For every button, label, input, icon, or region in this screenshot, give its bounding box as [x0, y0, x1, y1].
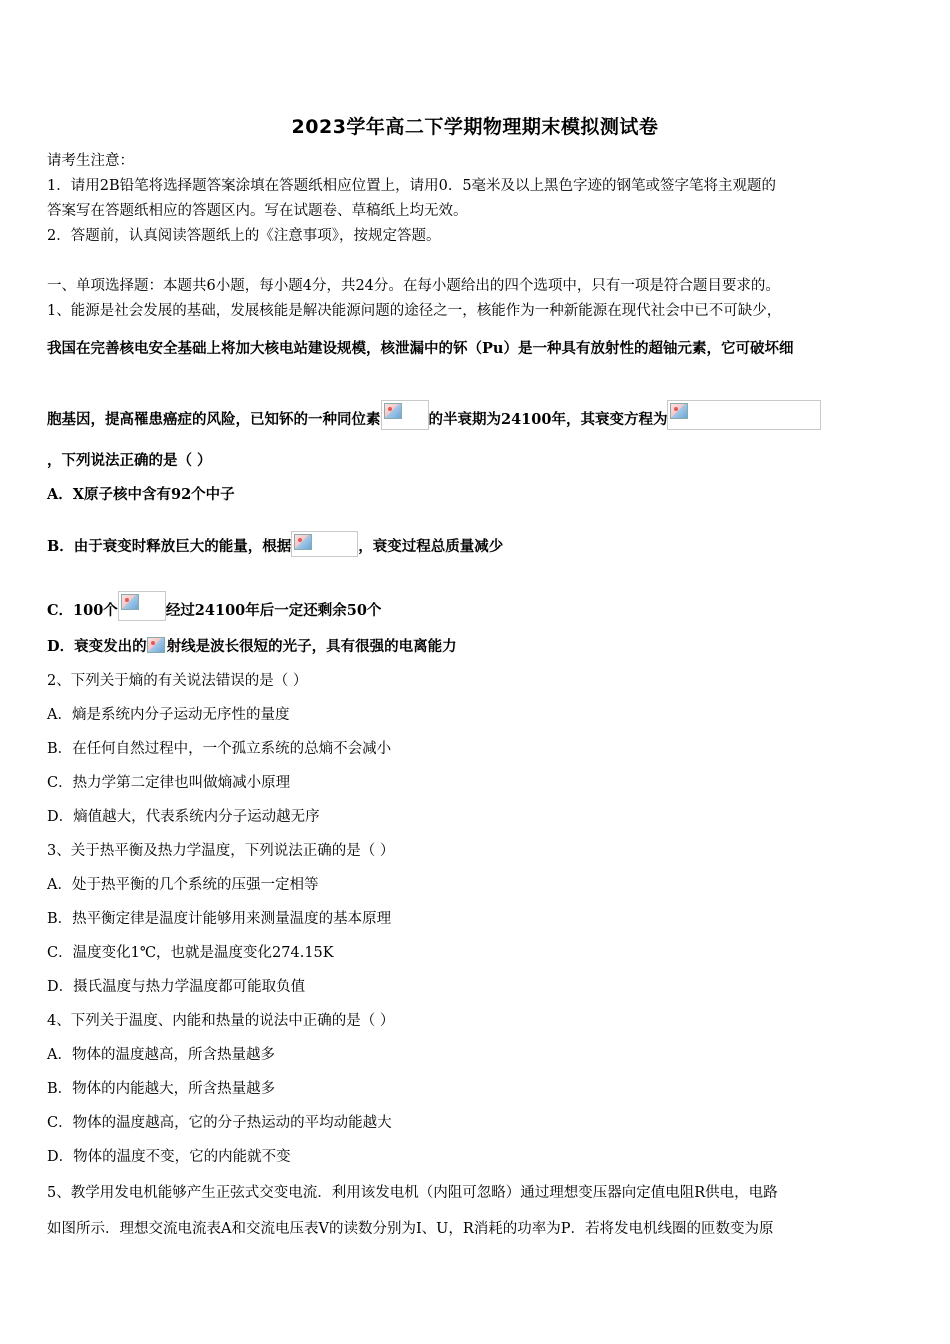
q4-option-c: C．物体的温度越高，它的分子热运动的平均动能越大 [47, 1115, 392, 1131]
q4-option-d: D．物体的温度不变，它的内能就不变 [47, 1149, 291, 1165]
q2-option-b: B．在任何自然过程中，一个孤立系统的总熵不会减小 [47, 741, 392, 757]
q3-option-b: B．热平衡定律是温度计能够用来测量温度的基本原理 [47, 911, 392, 927]
q1-option-c-text-b: 经过24100年后一定还剩余50个 [165, 602, 382, 619]
notice-item-2: 2．答题前，认真阅读答题纸上的《注意事项》，按规定答题。 [47, 228, 441, 244]
mass-energy-formula-image [291, 531, 358, 557]
broken-image-icon [294, 534, 312, 550]
notice-item-1a: 1．请用2B铅笔将选择题答案涂填在答题纸相应位置上，请用0．5毫米及以上黑色字迹的钢笔或签字笔将主观题的 [47, 178, 777, 194]
q1-option-d [47, 637, 910, 657]
q1-stem-text-a: 胞基因，提高罹患癌症的风险，已知钚的一种同位素 [47, 411, 381, 428]
q1-stem-line-4: ，下列说法正确的是（ ） [47, 452, 212, 469]
q5-stem-line-2: 如图所示．理想交流电流表A和交流电压表V的读数分别为I、U，R消耗的功率为P．若将发电机线圈的匝数变为原 [47, 1221, 774, 1237]
q3-option-d: D．摄氏温度与热力学温度都可能取负值 [47, 979, 306, 995]
q4-option-b: B．物体的内能越大，所含热量越多 [47, 1081, 276, 1097]
decay-equation-image [667, 400, 821, 430]
q1-option-d-text-a: D．衰变发出的 [47, 638, 147, 655]
q5-stem-line-1: 5、教学用发电机能够产生正弦式交变电流．利用该发电机（内阻可忽略）通过理想变压器向定值电阻R供电，电路 [47, 1185, 778, 1201]
q1-stem-line-3 [47, 400, 910, 430]
q2-option-c: C．热力学第二定律也叫做熵减小原理 [47, 775, 291, 791]
isotope-formula-image [381, 400, 429, 430]
q1-option-b [47, 531, 910, 557]
q1-option-c [47, 591, 910, 621]
q3-option-a: A．处于热平衡的几个系统的压强一定相等 [47, 877, 319, 893]
broken-image-icon [670, 403, 688, 419]
q4-stem: 4、下列关于温度、内能和热量的说法中正确的是（ ） [47, 1013, 395, 1029]
notice-heading: 请考生注意： [47, 153, 134, 169]
q2-option-a: A．熵是系统内分子运动无序性的量度 [47, 707, 290, 723]
section-heading: 一、单项选择题：本题共6小题，每小题4分，共24分。在每小题给出的四个选项中，只有一项是符合题目要求的。 [47, 278, 780, 294]
q2-stem: 2、下列关于熵的有关说法错误的是（ ） [47, 673, 308, 689]
q2-option-d: D．熵值越大，代表系统内分子运动越无序 [47, 809, 320, 825]
broken-image-icon [147, 637, 165, 653]
q4-option-a: A．物体的温度越高，所含热量越多 [47, 1047, 275, 1063]
gamma-symbol-image [147, 637, 167, 657]
q1-option-c-text-a: C．100个 [47, 602, 118, 619]
q1-stem-line-2: 我国在完善核电安全基础上将加大核电站建设规模，核泄漏中的钚（Pu）是一种具有放射性的超铀元素，它可破坏细 [47, 340, 794, 357]
notice-item-1b: 答案写在答题纸相应的答题区内。写在试题卷、草稿纸上均无效。 [47, 203, 468, 219]
q1-option-a: A．X原子核中含有92个中子 [47, 486, 235, 503]
page-title: 2023学年高二下学期物理期末模拟测试卷 [291, 116, 659, 138]
q1-stem-line-1: 1、能源是社会发展的基础，发展核能是解决能源问题的途径之一，核能作为一种新能源在现代社会中已不可缺少， [47, 303, 782, 319]
isotope-symbol-image [118, 591, 166, 621]
q1-option-d-text-b: 射线是波长很短的光子，具有很强的电离能力 [166, 638, 457, 655]
q1-stem-text-b: 的半衰期为24100年，其衰变方程为 [428, 411, 668, 428]
broken-image-icon [384, 403, 402, 419]
q1-option-b-text-b: ，衰变过程总质量减少 [358, 538, 504, 555]
q3-option-c: C．温度变化1℃，也就是温度变化274.15K [47, 945, 334, 961]
broken-image-icon [121, 594, 139, 610]
q3-stem: 3、关于热平衡及热力学温度，下列说法正确的是（ ） [47, 843, 395, 859]
q1-option-b-text-a: B．由于衰变时释放巨大的能量，根据 [47, 538, 292, 555]
